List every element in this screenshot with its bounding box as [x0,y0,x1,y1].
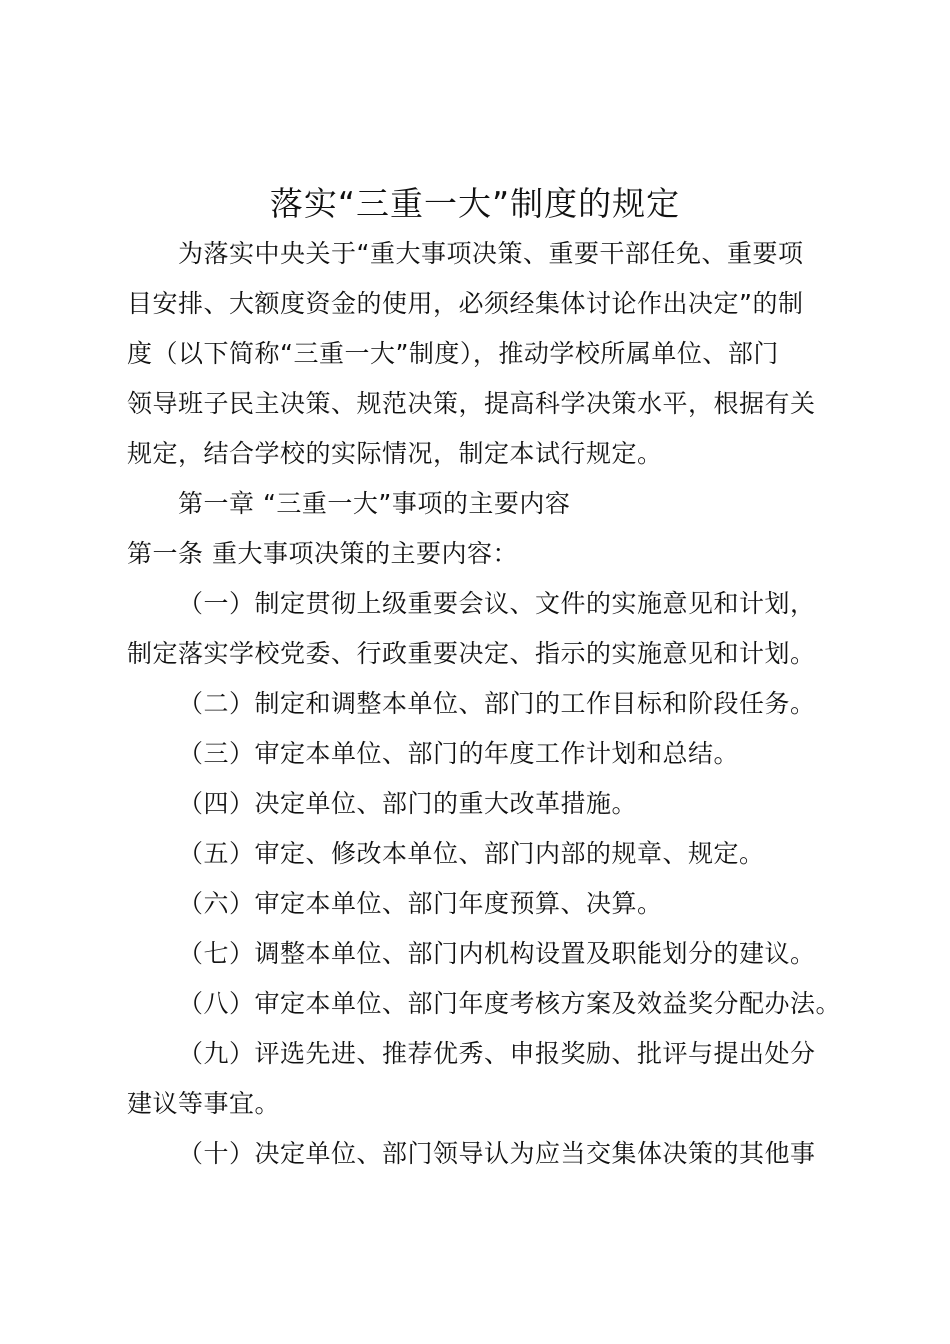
item-line-4: （三）审定本单位、部门的年度工作计划和总结。 [178,739,740,768]
item-line-9: （八）审定本单位、部门年度考核方案及效益奖分配办法。 [178,989,842,1018]
item-line-7: （六）审定本单位、部门年度预算、决算。 [178,889,663,918]
item-line-11: 建议等事宜。 [127,1089,281,1118]
item-line-2: 制定落实学校党委、行政重要决定、指示的实施意见和计划。 [127,639,816,668]
intro-line-1: 为落实中央关于“重大事项决策、重要干部任免、重要项 [178,239,804,268]
intro-line-2: 目安排、大额度资金的使用，必须经集体讨论作出决定”的制 [127,289,804,318]
item-line-8: （七）调整本单位、部门内机构设置及职能划分的建议。 [178,939,816,968]
item-line-12: （十）决定单位、部门领导认为应当交集体决策的其他事 [178,1139,816,1168]
item-line-5: （四）决定单位、部门的重大改革措施。 [178,789,638,818]
intro-line-4: 领导班子民主决策、规范决策，提高科学决策水平，根据有关 [127,389,816,418]
intro-line-3: 度（以下简称“三重一大”制度），推动学校所属单位、部门 [127,339,779,368]
item-line-10: （九）评选先进、推荐优秀、申报奖励、批评与提出处分 [178,1039,816,1068]
chapter-heading: 第一章 “三重一大”事项的主要内容 [178,489,571,518]
item-line-3: （二）制定和调整本单位、部门的工作目标和阶段任务。 [178,689,816,718]
intro-line-5: 规定，结合学校的实际情况，制定本试行规定。 [127,439,663,468]
item-line-6: （五）审定、修改本单位、部门内部的规章、规定。 [178,839,765,868]
article-heading: 第一条 重大事项决策的主要内容： [127,539,518,568]
document-title: 落实“三重一大”制度的规定 [269,184,681,223]
item-line-1: （一）制定贯彻上级重要会议、文件的实施意见和计划， [178,589,816,618]
